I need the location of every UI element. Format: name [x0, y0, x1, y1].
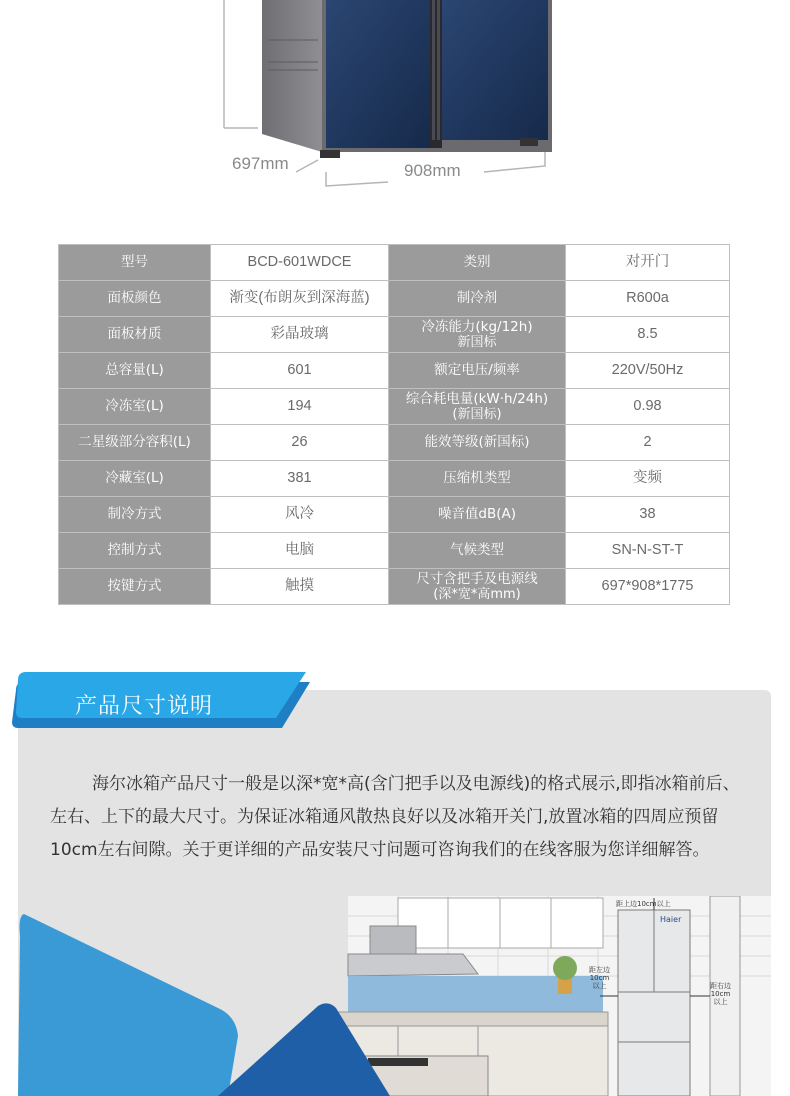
spec-key-subtext: 新国标: [457, 334, 497, 350]
spec-key-text: 制冷剂: [456, 290, 498, 306]
spec-table: [58, 244, 730, 605]
note-top: 距上边10cm以上: [616, 900, 671, 908]
spec-value-text: 渐变(布朗灰到深海蓝): [229, 290, 370, 306]
spec-key: [389, 461, 566, 497]
spec-table-body: [59, 245, 730, 605]
spec-value: [566, 281, 730, 317]
spec-key: [59, 317, 211, 353]
spec-key: [59, 497, 211, 533]
spec-value-text: 2: [643, 434, 652, 450]
spec-key-text: 面板颜色: [107, 290, 162, 306]
spec-row: [59, 317, 730, 353]
spec-value-text: BCD-601WDCE: [247, 254, 352, 270]
spec-value: [566, 497, 730, 533]
spec-key-text: 冷冻能力(kg/12h): [421, 318, 533, 335]
kitchen-scene: [18, 896, 771, 1096]
spec-row: [59, 461, 730, 497]
spec-value: [566, 389, 730, 425]
spec-value: [566, 461, 730, 497]
spec-value-text: 彩晶玻璃: [270, 326, 329, 342]
spec-key-text: 类别: [463, 254, 491, 270]
spec-value-text: 8.5: [637, 326, 658, 342]
spec-key-text: 冷冻室(L): [105, 398, 164, 414]
spec-row: [59, 497, 730, 533]
spec-key-text: 额定电压/频率: [434, 362, 520, 378]
spec-row: [59, 569, 730, 605]
spec-value-text: 194: [287, 398, 312, 414]
spec-value-text: 风冷: [285, 506, 314, 522]
spec-value: [211, 353, 389, 389]
spec-value-text: 电脑: [285, 542, 314, 558]
spec-key: [59, 389, 211, 425]
spec-key: [389, 281, 566, 317]
spec-key-text: 噪音值dB(A): [437, 506, 517, 522]
spec-value: [211, 317, 389, 353]
spec-key-text: 综合耗电量(kW·h/24h): [405, 390, 549, 407]
spec-value: [211, 533, 389, 569]
spec-value: [211, 425, 389, 461]
spec-value: [566, 245, 730, 281]
spec-key: [59, 461, 211, 497]
spec-value: [211, 569, 389, 605]
note-left: 距左边 10cm 以上: [589, 966, 610, 990]
spec-value: [211, 389, 389, 425]
brand-logo: Haier: [660, 915, 682, 924]
spec-key: [389, 533, 566, 569]
spec-value: [211, 245, 389, 281]
spec-value: [566, 317, 730, 353]
spec-value-text: 触摸: [285, 578, 314, 594]
spec-key-subtext: (新国标): [452, 406, 502, 422]
spec-row: [59, 425, 730, 461]
spec-row: [59, 389, 730, 425]
spec-key: [389, 245, 566, 281]
spec-row: [59, 353, 730, 389]
spec-value: [566, 569, 730, 605]
spec-key-text: 尺寸含把手及电源线: [416, 570, 538, 587]
spec-key: [389, 389, 566, 425]
depth-label: 697mm: [232, 154, 289, 173]
spec-key-text: 型号: [121, 254, 148, 270]
spec-key: [59, 245, 211, 281]
spec-value: [566, 353, 730, 389]
spec-key-subtext: (深*宽*高mm): [433, 586, 521, 602]
spec-key: [59, 569, 211, 605]
spec-value: [566, 425, 730, 461]
spec-key-text: 总容量(L): [105, 362, 164, 378]
spec-key-text: 面板材质: [107, 326, 162, 342]
spec-key: [389, 317, 566, 353]
fridge-illustration: [0, 0, 790, 215]
spec-key: [389, 497, 566, 533]
spec-value: [211, 461, 389, 497]
spec-value-text: 601: [287, 362, 312, 378]
width-label: 908mm: [404, 161, 461, 180]
spec-key-text: 气候类型: [450, 542, 504, 558]
note-right: 距右边 10cm 以上: [710, 982, 731, 1006]
spec-value-text: 220V/50Hz: [611, 362, 684, 378]
spec-value: [566, 533, 730, 569]
spec-key-text: 二星级部分容积(L): [78, 434, 191, 450]
spec-row: [59, 533, 730, 569]
fridge-dimension-image: [0, 0, 790, 215]
spec-key: [389, 353, 566, 389]
section-title: 产品尺寸说明: [75, 694, 214, 719]
spec-value-text: 变频: [633, 470, 662, 486]
spec-key-text: 按键方式: [107, 578, 162, 594]
spec-key: [389, 569, 566, 605]
spec-value: [211, 281, 389, 317]
spec-key: [59, 281, 211, 317]
spec-key-text: 冷藏室(L): [105, 470, 164, 486]
spec-key: [59, 533, 211, 569]
section-description: 海尔冰箱产品尺寸一般是以深*宽*高(含门把手以及电源线)的格式展示,即指冰箱前后、左右、上下的最大尺寸。为保证冰箱通风散热良好以及冰箱开关门,放置冰箱的四周应预留10cm左右间隙。关于更详细的产品安装尺寸问题可咨询我们的在线客服为您详细解答。: [50, 774, 740, 860]
spec-key-text: 制冷方式: [107, 506, 162, 522]
spec-value-text: SN-N-ST-T: [611, 542, 684, 558]
spec-key-text: 能效等级(新国标): [424, 434, 530, 450]
spec-value-text: 26: [291, 434, 308, 450]
kitchen-illustration: [18, 896, 771, 1096]
spec-key: [389, 425, 566, 461]
spec-row: [59, 245, 730, 281]
spec-row: [59, 281, 730, 317]
spec-value: [211, 497, 389, 533]
spec-value-text: R600a: [626, 290, 669, 306]
dimension-section: [0, 660, 790, 1096]
spec-value-text: 0.98: [633, 398, 662, 414]
spec-value-text: 697*908*1775: [601, 578, 694, 594]
spec-value-text: 38: [639, 506, 656, 522]
spec-value-text: 381: [287, 470, 312, 486]
spec-value-text: 对开门: [625, 254, 670, 270]
spec-key-text: 控制方式: [107, 542, 162, 558]
spec-key: [59, 425, 211, 461]
spec-key-text: 压缩机类型: [443, 470, 511, 486]
spec-key: [59, 353, 211, 389]
